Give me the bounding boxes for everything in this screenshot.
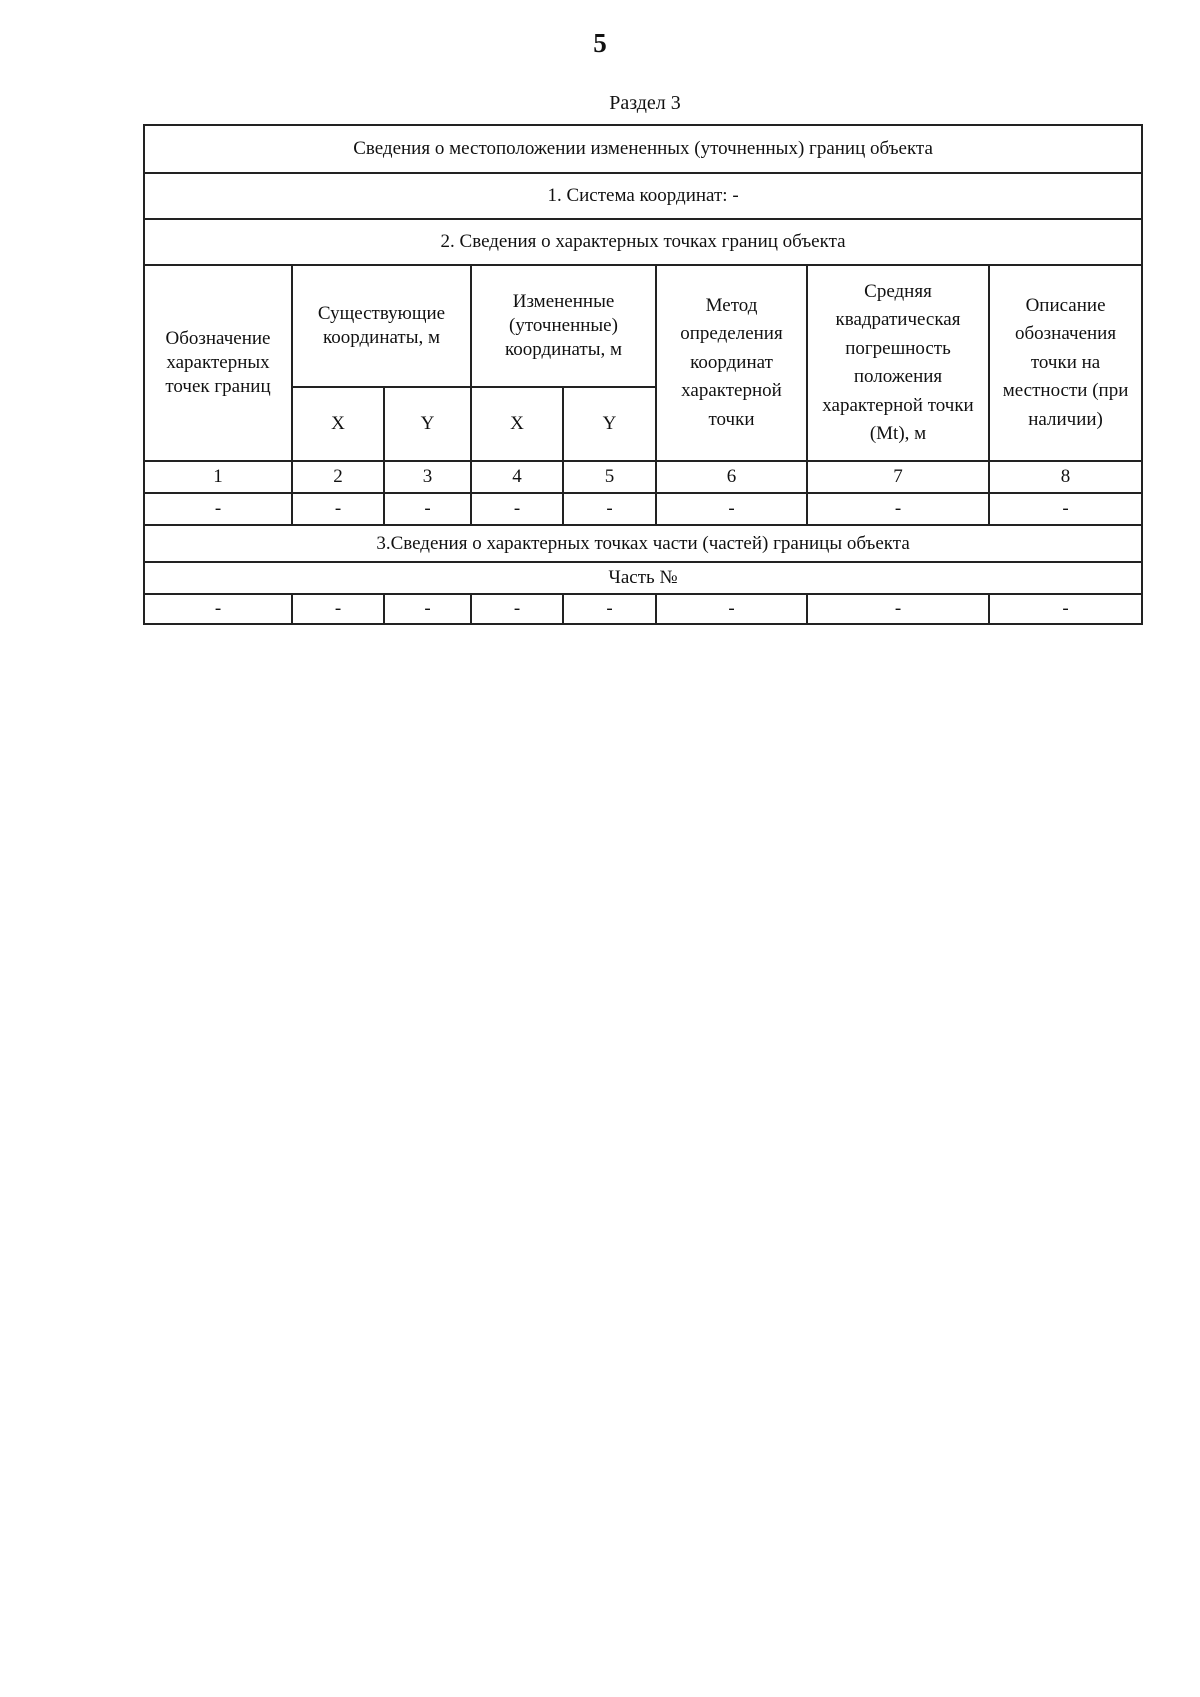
header-existing-x: X	[292, 387, 384, 461]
table-row	[144, 493, 1142, 525]
table-row	[144, 594, 1142, 624]
header-changed-x: X	[471, 387, 563, 461]
table-cell: -	[656, 493, 807, 525]
header-error: Средняя квадратическая погрешность положения характерной точки (Mt), м	[807, 265, 989, 461]
boundary-table	[143, 124, 1143, 625]
table-cell: -	[144, 594, 292, 624]
header-method: Метод определения координат характерной точки	[656, 265, 807, 461]
column-number: 3	[384, 461, 471, 493]
table-cell: -	[471, 493, 563, 525]
column-number: 1	[144, 461, 292, 493]
column-number: 8	[989, 461, 1142, 493]
column-number: 2	[292, 461, 384, 493]
header-existing-y: Y	[384, 387, 471, 461]
table-cell: -	[292, 493, 384, 525]
page-number: 5	[593, 28, 607, 58]
table-cell: -	[656, 594, 807, 624]
table-cell: -	[292, 594, 384, 624]
parts-section-heading: 3.Сведения о характерных точках части (частей) границы объекта	[144, 525, 1142, 562]
table-cell: -	[384, 493, 471, 525]
table-cell: -	[989, 594, 1142, 624]
header-changed-coordinates: Измененные (уточненные) координаты, м	[471, 265, 656, 387]
column-number: 4	[471, 461, 563, 493]
header-description: Описание обозначения точки на местности (при наличии)	[989, 265, 1142, 461]
header-changed-y: Y	[563, 387, 656, 461]
table-cell: -	[807, 493, 989, 525]
table-cell: -	[989, 493, 1142, 525]
table-cell: -	[563, 493, 656, 525]
column-number: 7	[807, 461, 989, 493]
table-cell: -	[384, 594, 471, 624]
column-number: 5	[563, 461, 656, 493]
table-cell: -	[471, 594, 563, 624]
header-designation: Обозначение характерных точек границ	[144, 265, 292, 461]
column-number-row	[144, 461, 1142, 493]
coordinate-system: 1. Система координат: -	[144, 173, 1142, 219]
table-cell: -	[807, 594, 989, 624]
section-label: Раздел 3	[609, 92, 681, 114]
table-cell: -	[144, 493, 292, 525]
column-number: 6	[656, 461, 807, 493]
part-number-label: Часть №	[144, 562, 1142, 594]
header-existing-coordinates: Существующие координаты, м	[292, 265, 471, 387]
table-cell: -	[563, 594, 656, 624]
table-title: Сведения о местоположении измененных (уточненных) границ объекта	[144, 125, 1142, 173]
points-section-heading: 2. Сведения о характерных точках границ объекта	[144, 219, 1142, 265]
